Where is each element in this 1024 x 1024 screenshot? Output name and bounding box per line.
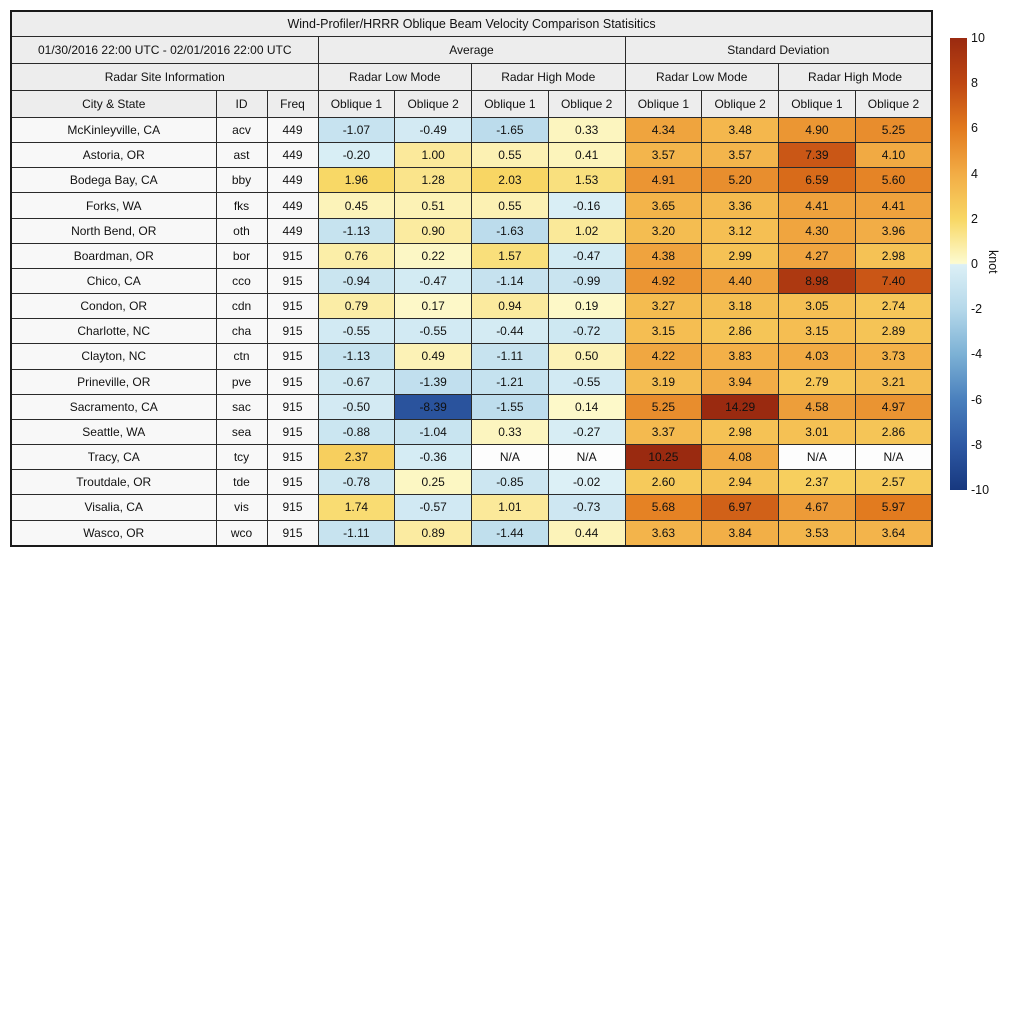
value-cell: -1.07 xyxy=(318,118,395,143)
site-id-cell: cco xyxy=(216,268,267,293)
city-cell: Boardman, OR xyxy=(11,243,216,268)
colorbar-tick-label: -4 xyxy=(971,347,983,362)
mode-header-avg-low: Radar Low Mode xyxy=(318,64,472,91)
value-cell: -0.47 xyxy=(395,268,472,293)
value-cell: 4.97 xyxy=(855,394,932,419)
value-cell: 10.25 xyxy=(625,445,702,470)
table-row xyxy=(11,294,932,319)
value-cell: 4.10 xyxy=(855,143,932,168)
value-cell: -1.21 xyxy=(472,369,549,394)
col-header-city: City & State xyxy=(11,91,216,118)
table-row xyxy=(11,218,932,243)
value-cell: -1.11 xyxy=(318,520,395,546)
value-cell: -1.04 xyxy=(395,419,472,444)
value-cell: -0.72 xyxy=(548,319,625,344)
group-header-average: Average xyxy=(318,37,625,64)
col-header-oblique: Oblique 1 xyxy=(472,91,549,118)
table-row xyxy=(11,143,932,168)
value-cell: 0.94 xyxy=(472,294,549,319)
value-cell: 2.57 xyxy=(855,470,932,495)
city-cell: Sacramento, CA xyxy=(11,394,216,419)
value-cell: -1.63 xyxy=(472,218,549,243)
value-cell: -0.85 xyxy=(472,470,549,495)
site-id-cell: cha xyxy=(216,319,267,344)
freq-cell: 915 xyxy=(267,243,318,268)
value-cell: 2.37 xyxy=(779,470,856,495)
value-cell: 4.58 xyxy=(779,394,856,419)
value-cell: N/A xyxy=(855,445,932,470)
value-cell: 4.41 xyxy=(779,193,856,218)
table-row xyxy=(11,344,932,369)
value-cell: -0.55 xyxy=(548,369,625,394)
col-header-freq: Freq xyxy=(267,91,318,118)
column-header-row xyxy=(11,91,932,118)
freq-cell: 915 xyxy=(267,369,318,394)
value-cell: 5.60 xyxy=(855,168,932,193)
value-cell: 5.25 xyxy=(625,394,702,419)
value-cell: 1.00 xyxy=(395,143,472,168)
value-cell: 3.63 xyxy=(625,520,702,546)
value-cell: 0.49 xyxy=(395,344,472,369)
city-cell: Charlotte, NC xyxy=(11,319,216,344)
site-id-cell: wco xyxy=(216,520,267,546)
value-cell: 5.25 xyxy=(855,118,932,143)
value-cell: 2.03 xyxy=(472,168,549,193)
value-cell: 3.19 xyxy=(625,369,702,394)
city-cell: Condon, OR xyxy=(11,294,216,319)
value-cell: 4.92 xyxy=(625,268,702,293)
col-header-oblique: Oblique 1 xyxy=(625,91,702,118)
colorbar-tick-label: -2 xyxy=(971,302,983,317)
table-row xyxy=(11,495,932,520)
site-id-cell: fks xyxy=(216,193,267,218)
value-cell: 4.03 xyxy=(779,344,856,369)
value-cell: -1.44 xyxy=(472,520,549,546)
value-cell: 1.74 xyxy=(318,495,395,520)
site-id-cell: oth xyxy=(216,218,267,243)
value-cell: -1.39 xyxy=(395,369,472,394)
city-cell: North Bend, OR xyxy=(11,218,216,243)
colorbar-tick-label: 8 xyxy=(971,76,978,91)
freq-cell: 915 xyxy=(267,319,318,344)
value-cell: 2.98 xyxy=(855,243,932,268)
site-id-cell: bor xyxy=(216,243,267,268)
value-cell: 2.98 xyxy=(702,419,779,444)
value-cell: 3.53 xyxy=(779,520,856,546)
table-row xyxy=(11,419,932,444)
value-cell: 3.57 xyxy=(702,143,779,168)
city-cell: Wasco, OR xyxy=(11,520,216,546)
colorbar-tick-label: -10 xyxy=(971,483,990,497)
mode-header-row xyxy=(11,64,932,91)
value-cell: 1.02 xyxy=(548,218,625,243)
city-cell: McKinleyville, CA xyxy=(11,118,216,143)
colorbar-gradient xyxy=(950,38,967,490)
value-cell: 0.19 xyxy=(548,294,625,319)
value-cell: 0.79 xyxy=(318,294,395,319)
group-header-std: Standard Deviation xyxy=(625,37,932,64)
site-id-cell: sea xyxy=(216,419,267,444)
col-header-oblique: Oblique 2 xyxy=(702,91,779,118)
table-row xyxy=(11,445,932,470)
value-cell: 0.55 xyxy=(472,193,549,218)
value-cell: 1.53 xyxy=(548,168,625,193)
freq-cell: 915 xyxy=(267,294,318,319)
value-cell: 0.55 xyxy=(472,143,549,168)
value-cell: -0.94 xyxy=(318,268,395,293)
colorbar-tick-label: 2 xyxy=(971,211,978,226)
value-cell: 3.94 xyxy=(702,369,779,394)
value-cell: -0.99 xyxy=(548,268,625,293)
value-cell: 3.12 xyxy=(702,218,779,243)
value-cell: 0.14 xyxy=(548,394,625,419)
value-cell: 1.28 xyxy=(395,168,472,193)
value-cell: 0.89 xyxy=(395,520,472,546)
col-header-id: ID xyxy=(216,91,267,118)
site-id-cell: ast xyxy=(216,143,267,168)
value-cell: 3.18 xyxy=(702,294,779,319)
value-cell: 3.01 xyxy=(779,419,856,444)
value-cell: 6.97 xyxy=(702,495,779,520)
value-cell: 3.48 xyxy=(702,118,779,143)
value-cell: 7.39 xyxy=(779,143,856,168)
value-cell: -0.78 xyxy=(318,470,395,495)
colorbar-tick-label: -6 xyxy=(971,392,983,407)
value-cell: 0.33 xyxy=(472,419,549,444)
value-cell: 1.01 xyxy=(472,495,549,520)
value-cell: 1.96 xyxy=(318,168,395,193)
site-id-cell: pve xyxy=(216,369,267,394)
value-cell: 4.40 xyxy=(702,268,779,293)
value-cell: 0.51 xyxy=(395,193,472,218)
value-cell: 3.37 xyxy=(625,419,702,444)
value-cell: 3.73 xyxy=(855,344,932,369)
value-cell: 4.27 xyxy=(779,243,856,268)
freq-cell: 915 xyxy=(267,268,318,293)
site-id-cell: tcy xyxy=(216,445,267,470)
value-cell: -1.65 xyxy=(472,118,549,143)
freq-cell: 915 xyxy=(267,344,318,369)
site-id-cell: acv xyxy=(216,118,267,143)
value-cell: 0.17 xyxy=(395,294,472,319)
value-cell: 2.79 xyxy=(779,369,856,394)
freq-cell: 915 xyxy=(267,520,318,546)
freq-cell: 915 xyxy=(267,394,318,419)
site-id-cell: cdn xyxy=(216,294,267,319)
value-cell: 3.83 xyxy=(702,344,779,369)
value-cell: 3.84 xyxy=(702,520,779,546)
value-cell: N/A xyxy=(779,445,856,470)
site-id-cell: sac xyxy=(216,394,267,419)
value-cell: 0.33 xyxy=(548,118,625,143)
value-cell: 3.65 xyxy=(625,193,702,218)
mode-header-std-high: Radar High Mode xyxy=(779,64,933,91)
table-row xyxy=(11,243,932,268)
table-row xyxy=(11,470,932,495)
freq-cell: 449 xyxy=(267,168,318,193)
table-row xyxy=(11,369,932,394)
value-cell: 2.94 xyxy=(702,470,779,495)
table-row xyxy=(11,193,932,218)
col-header-oblique: Oblique 2 xyxy=(548,91,625,118)
value-cell: 3.96 xyxy=(855,218,932,243)
value-cell: -0.67 xyxy=(318,369,395,394)
chart-title: Wind-Profiler/HRRR Oblique Beam Velocity Comparison Statisitics xyxy=(11,11,932,37)
freq-cell: 915 xyxy=(267,419,318,444)
mode-header-avg-high: Radar High Mode xyxy=(472,64,626,91)
value-cell: -0.55 xyxy=(395,319,472,344)
value-cell: -0.47 xyxy=(548,243,625,268)
value-cell: 3.57 xyxy=(625,143,702,168)
value-cell: 5.20 xyxy=(702,168,779,193)
site-info-header: Radar Site Information xyxy=(11,64,318,91)
site-id-cell: vis xyxy=(216,495,267,520)
value-cell: 0.22 xyxy=(395,243,472,268)
col-header-oblique: Oblique 1 xyxy=(779,91,856,118)
value-cell: N/A xyxy=(548,445,625,470)
value-cell: 3.64 xyxy=(855,520,932,546)
table-body xyxy=(11,118,932,547)
value-cell: 0.41 xyxy=(548,143,625,168)
value-cell: 0.90 xyxy=(395,218,472,243)
city-cell: Tracy, CA xyxy=(11,445,216,470)
table-row xyxy=(11,118,932,143)
colorbar-tick-label: 4 xyxy=(971,166,978,181)
colorbar-tick-label: 10 xyxy=(971,31,985,45)
value-cell: 4.90 xyxy=(779,118,856,143)
value-cell: 3.36 xyxy=(702,193,779,218)
value-cell: -0.36 xyxy=(395,445,472,470)
col-header-oblique: Oblique 1 xyxy=(318,91,395,118)
value-cell: 0.50 xyxy=(548,344,625,369)
value-cell: -1.13 xyxy=(318,218,395,243)
value-cell: 3.21 xyxy=(855,369,932,394)
table-row xyxy=(11,394,932,419)
city-cell: Clayton, NC xyxy=(11,344,216,369)
city-cell: Forks, WA xyxy=(11,193,216,218)
site-id-cell: bby xyxy=(216,168,267,193)
site-id-cell: tde xyxy=(216,470,267,495)
group-header-row xyxy=(11,37,932,64)
value-cell: -0.50 xyxy=(318,394,395,419)
value-cell: 2.86 xyxy=(855,419,932,444)
value-cell: -1.13 xyxy=(318,344,395,369)
value-cell: N/A xyxy=(472,445,549,470)
value-cell: -0.44 xyxy=(472,319,549,344)
value-cell: 7.40 xyxy=(855,268,932,293)
value-cell: 3.15 xyxy=(779,319,856,344)
freq-cell: 449 xyxy=(267,118,318,143)
value-cell: 2.89 xyxy=(855,319,932,344)
value-cell: 4.34 xyxy=(625,118,702,143)
colorbar-tick-label: 6 xyxy=(971,121,978,136)
value-cell: 14.29 xyxy=(702,394,779,419)
stats-table xyxy=(10,10,933,547)
freq-cell: 449 xyxy=(267,193,318,218)
value-cell: 4.38 xyxy=(625,243,702,268)
value-cell: 4.08 xyxy=(702,445,779,470)
value-cell: 0.76 xyxy=(318,243,395,268)
city-cell: Visalia, CA xyxy=(11,495,216,520)
value-cell: -0.16 xyxy=(548,193,625,218)
value-cell: 3.20 xyxy=(625,218,702,243)
city-cell: Astoria, OR xyxy=(11,143,216,168)
value-cell: 0.44 xyxy=(548,520,625,546)
site-id-cell: ctn xyxy=(216,344,267,369)
colorbar-unit-label: knot xyxy=(986,250,1000,274)
value-cell: -8.39 xyxy=(395,394,472,419)
col-header-oblique: Oblique 2 xyxy=(395,91,472,118)
value-cell: 5.97 xyxy=(855,495,932,520)
city-cell: Chico, CA xyxy=(11,268,216,293)
value-cell: 3.27 xyxy=(625,294,702,319)
date-range: 01/30/2016 22:00 UTC - 02/01/2016 22:00 UTC xyxy=(11,37,318,64)
table-row xyxy=(11,319,932,344)
value-cell: 4.41 xyxy=(855,193,932,218)
city-cell: Prineville, OR xyxy=(11,369,216,394)
value-cell: 2.86 xyxy=(702,319,779,344)
value-cell: 4.91 xyxy=(625,168,702,193)
value-cell: 3.05 xyxy=(779,294,856,319)
col-header-oblique: Oblique 2 xyxy=(855,91,932,118)
freq-cell: 449 xyxy=(267,218,318,243)
value-cell: 0.25 xyxy=(395,470,472,495)
freq-cell: 915 xyxy=(267,495,318,520)
value-cell: -0.57 xyxy=(395,495,472,520)
value-cell: -1.11 xyxy=(472,344,549,369)
value-cell: 2.37 xyxy=(318,445,395,470)
value-cell: -0.49 xyxy=(395,118,472,143)
value-cell: 4.67 xyxy=(779,495,856,520)
title-row xyxy=(11,11,932,37)
colorbar-tick-label: -8 xyxy=(971,437,983,452)
freq-cell: 915 xyxy=(267,445,318,470)
value-cell: 3.15 xyxy=(625,319,702,344)
value-cell: -1.55 xyxy=(472,394,549,419)
value-cell: 1.57 xyxy=(472,243,549,268)
value-cell: 4.30 xyxy=(779,218,856,243)
value-cell: -0.55 xyxy=(318,319,395,344)
value-cell: -0.20 xyxy=(318,143,395,168)
value-cell: 2.99 xyxy=(702,243,779,268)
value-cell: -0.27 xyxy=(548,419,625,444)
table-row xyxy=(11,168,932,193)
freq-cell: 915 xyxy=(267,470,318,495)
value-cell: -0.02 xyxy=(548,470,625,495)
city-cell: Troutdale, OR xyxy=(11,470,216,495)
value-cell: 8.98 xyxy=(779,268,856,293)
city-cell: Bodega Bay, CA xyxy=(11,168,216,193)
value-cell: 2.60 xyxy=(625,470,702,495)
value-cell: -0.88 xyxy=(318,419,395,444)
freq-cell: 449 xyxy=(267,143,318,168)
table-row xyxy=(11,268,932,293)
value-cell: -1.14 xyxy=(472,268,549,293)
value-cell: 6.59 xyxy=(779,168,856,193)
value-cell: 5.68 xyxy=(625,495,702,520)
colorbar-tick-label: 0 xyxy=(971,257,978,271)
value-cell: 2.74 xyxy=(855,294,932,319)
value-cell: 4.22 xyxy=(625,344,702,369)
mode-header-std-low: Radar Low Mode xyxy=(625,64,779,91)
value-cell: -0.73 xyxy=(548,495,625,520)
table-row xyxy=(11,520,932,546)
city-cell: Seattle, WA xyxy=(11,419,216,444)
value-cell: 0.45 xyxy=(318,193,395,218)
